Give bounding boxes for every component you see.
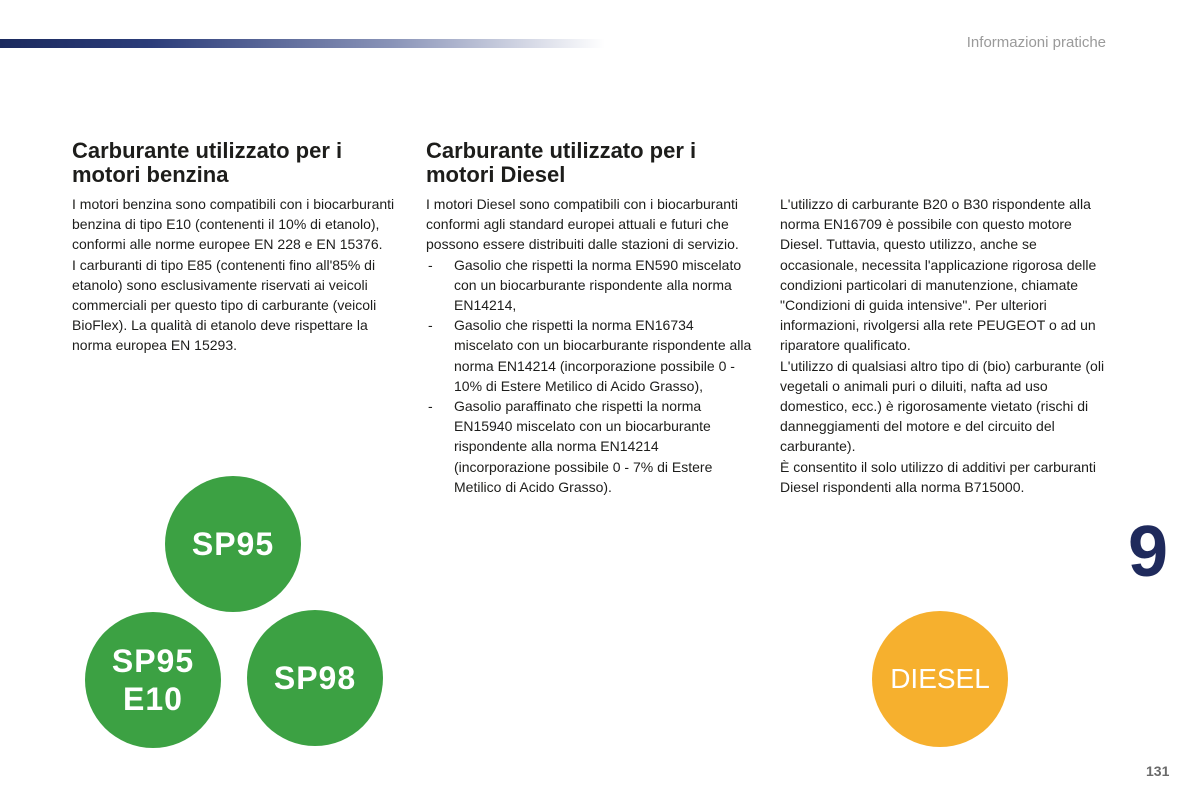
list-item: - Gasolio che rispetti la norma EN590 miscelato con un biocarburante rispondente alla norma EN14214, [426,255,756,316]
diesel-note: È consentito il solo utilizzo di additivi per carburanti Diesel rispondenti alla norma B715000. [780,458,1096,495]
header-gradient-bar [0,39,605,48]
sp95-badge [165,476,301,612]
diesel-note: L'utilizzo di carburante B20 o B30 rispondente alla norma EN16709 è possibile con questo motore Diesel. Tuttavia, questo utilizzo, anche se occasionale, necessita l'applicazione rigorosa delle condizioni particolari di manutenzione, chiamate "Condizioni di guida intensive". Per ulteriori informazioni, rivolgersi alla rete PEUGEOT o ad un riparatore qualificato. [780,196,1097,354]
diesel-intro: I motori Diesel sono compatibili con i biocarburanti conformi agli standard europei attuali e futuri che possono essere distribuiti dalle stazioni di servizio. [426,196,739,253]
list-item: - Gasolio che rispetti la norma EN16734 miscelato con un biocarburante rispondente alla norma EN14214 (incorporazione possibile 0 - 10% di Estere Metilico di Acido Grasso), [426,315,756,396]
page-number: 131 [1146,763,1170,779]
diesel-note: L'utilizzo di qualsiasi altro tipo di (bio) carburante (oli vegetali o animali puri o diluiti, nafta ad uso domestico, ecc.) è rigorosamente vietato (rischi di danneggiamenti del motore e del circuito del carburante). [780,357,1105,455]
sp98-badge [247,610,383,746]
diesel-text [426,194,756,497]
benzina-paragraph: I motori benzina sono compatibili con i biocarburanti benzina di tipo E10 (contenenti il 10% di etanolo), conformi alle norme europee EN 228 e EN 15376. [72,196,395,253]
benzina-text [72,194,398,356]
chapter-number: 9 [1128,512,1169,592]
list-item: - Gasolio paraffinato che rispetti la norma EN15940 miscelato con un biocarburante rispondente alla norma EN14214 (incorporazione possibile 0 - 7% di Estere Metilico di Acido Grasso). [426,396,756,497]
sp98-label: SP98 [273,660,357,696]
sp95-e10-badge [85,612,221,748]
diesel-list [426,255,756,497]
section-label: Informazioni pratiche [966,34,1106,51]
diesel-notes [780,194,1106,497]
sp95-e10-label-line2: E10 [123,681,183,717]
diesel-badge [872,611,1008,747]
sp95-label: SP95 [191,526,275,562]
diesel-label: DIESEL [890,663,990,694]
sp95-e10-label-line1: SP95 [111,643,195,679]
benzina-paragraph: I carburanti di tipo E85 (contenenti fino all'85% di etanolo) sono esclusivamente riservati ai veicoli commerciali per questo tipo di carburante (veicoli BioFlex). La qualità di etanolo deve rispettare la norma europea EN 15293. [72,256,377,354]
diesel-heading: Carburante utilizzato per i motori Diesel [426,138,697,187]
benzina-heading: Carburante utilizzato per i motori benzina [72,138,343,187]
